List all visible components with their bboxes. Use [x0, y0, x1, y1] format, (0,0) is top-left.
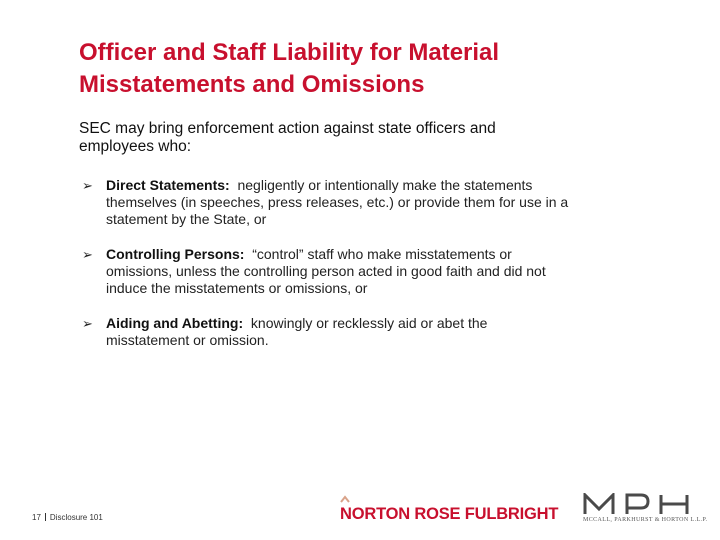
bullet-direct-statements [82, 177, 662, 228]
bullet-term: Aiding and Abetting: [106, 315, 244, 331]
arrowhead-bullet-icon: ➢ [82, 316, 93, 331]
bullet-line [106, 246, 662, 263]
mph-logo [581, 493, 708, 527]
intro-text [79, 120, 639, 156]
bullet-line [106, 177, 662, 194]
bullet-controlling-persons [82, 246, 662, 297]
chevron-up-icon [340, 495, 352, 504]
bullet-aiding-abetting [82, 315, 662, 349]
mph-firm-name: MCCALL, PARKHURST & HORTON L.L.P. [583, 517, 708, 523]
arrowhead-bullet-icon: ➢ [82, 247, 93, 262]
bullet-term: Controlling Persons: [106, 246, 245, 262]
intro-line-1: SEC may bring enforcement action against state officers and [79, 120, 496, 137]
bullet-line: themselves (in speeches, press releases, etc.) or provide them for use in a [106, 194, 569, 210]
footer-section-label: Disclosure 101 [49, 513, 103, 522]
bullet-text: “control” staff who make misstatements or [252, 246, 512, 262]
mph-logo-letters [581, 493, 693, 515]
logo-text: NORTON ROSE FULBRIGHT [340, 505, 559, 523]
slide-title-line-2: Misstatements and Omissions [79, 71, 425, 98]
norton-rose-fulbright-logo [340, 495, 565, 525]
page-number: 17 [32, 513, 41, 522]
intro-line-2: employees who: [79, 138, 192, 155]
footer-divider [45, 513, 46, 521]
arrowhead-bullet-icon: ➢ [82, 178, 93, 193]
bullet-line: induce the misstatements or omissions, or [106, 280, 368, 296]
bullet-line: misstatement or omission. [106, 332, 269, 348]
bullet-text: negligently or intentionally make the statements [237, 177, 533, 193]
slide-title-line-1: Officer and Staff Liability for Material [79, 39, 500, 66]
bullet-term: Direct Statements: [106, 177, 230, 193]
bullet-line: omissions, unless the controlling person acted in good faith and did not [106, 263, 546, 279]
bullet-line [106, 315, 662, 332]
bullet-line: statement by the State, or [106, 211, 267, 227]
footer-page-info [32, 513, 103, 523]
slide-title [79, 37, 679, 101]
bullet-text: knowingly or recklessly aid or abet the [250, 315, 488, 331]
bullet-list [82, 177, 662, 367]
